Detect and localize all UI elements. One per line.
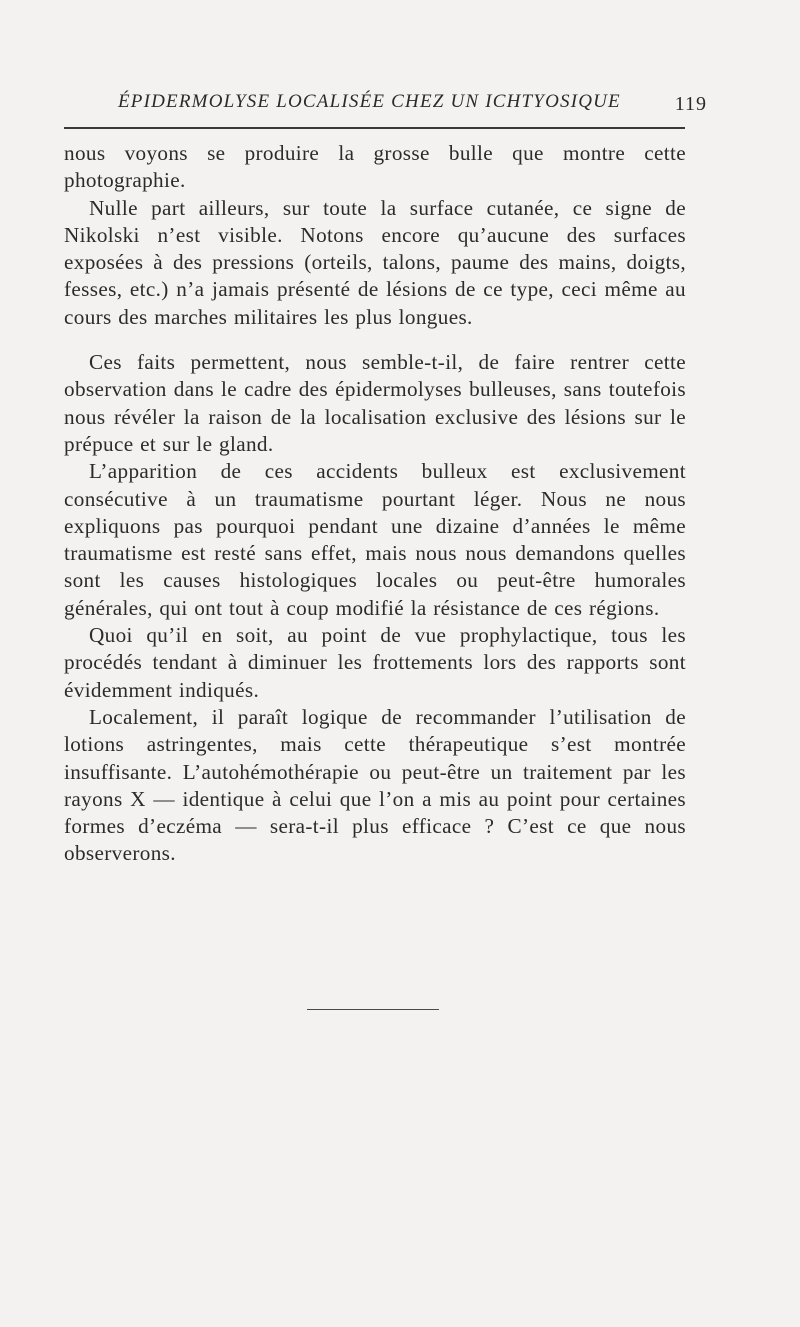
running-head — [64, 91, 707, 119]
paragraph-prophylaxis: Quoi qu’il en soit, au point de vue prophylactique, tous les procédés tendant à diminuer les frottements lors des rapports sont évidemment indiqués. — [64, 623, 686, 702]
body-text — [64, 140, 686, 868]
running-title: ÉPIDERMOLYSE LOCALISÉE CHEZ UN ICHTYOSIQUE — [118, 91, 621, 112]
paragraph-continuation: nous voyons se produire la grosse bulle que montre cette photographie. — [64, 141, 686, 193]
header-rule — [64, 127, 685, 129]
page-number: 119 — [674, 93, 707, 115]
paragraph-epidermolyses: Ces faits permettent, nous semble-t-il, de faire rentrer cette observation dans le cadre des épidermolyses bulleuses, sans toutefois nous révéler la raison de la localisation exclusive des lésions sur le prépuce et sur le gland. — [64, 350, 686, 456]
end-rule — [307, 1009, 439, 1010]
paragraph-treatment: Localement, il paraît logique de recommander l’utilisation de lotions astringentes, mais cette thérapeutique s’est montrée insuffisante. L’autohémothérapie ou peut-être un traitement par les rayons X — identique à celui que l’on a mis au point pour certaines formes d’eczéma — sera-t-il plus efficace ? C’est ce que nous observerons. — [64, 704, 686, 866]
paragraph-apparition: L’apparition de ces accidents bulleux est exclusivement consécutive à un traumatisme pourtant léger. Nous ne nous expliquons pas pourquoi pendant une dizaine d’années le même traumatisme est resté sans effet, mais nous nous demandons quelles sont les causes histologiques locales ou peut-être humorales générales, qui ont tout à coup modifié la résistance de ces régions. — [64, 459, 686, 620]
paragraph-nikolski: Nulle part ailleurs, sur toute la surface cutanée, ce signe de Nikolski n’est visible. Notons encore qu’aucune des surfaces exposées à des pressions (orteils, talons, paume des mains, doigts, fesses, etc.) n’a jamais présenté de lésions de ce type, ceci même au cours des marches militaires les plus longues. — [64, 195, 686, 329]
